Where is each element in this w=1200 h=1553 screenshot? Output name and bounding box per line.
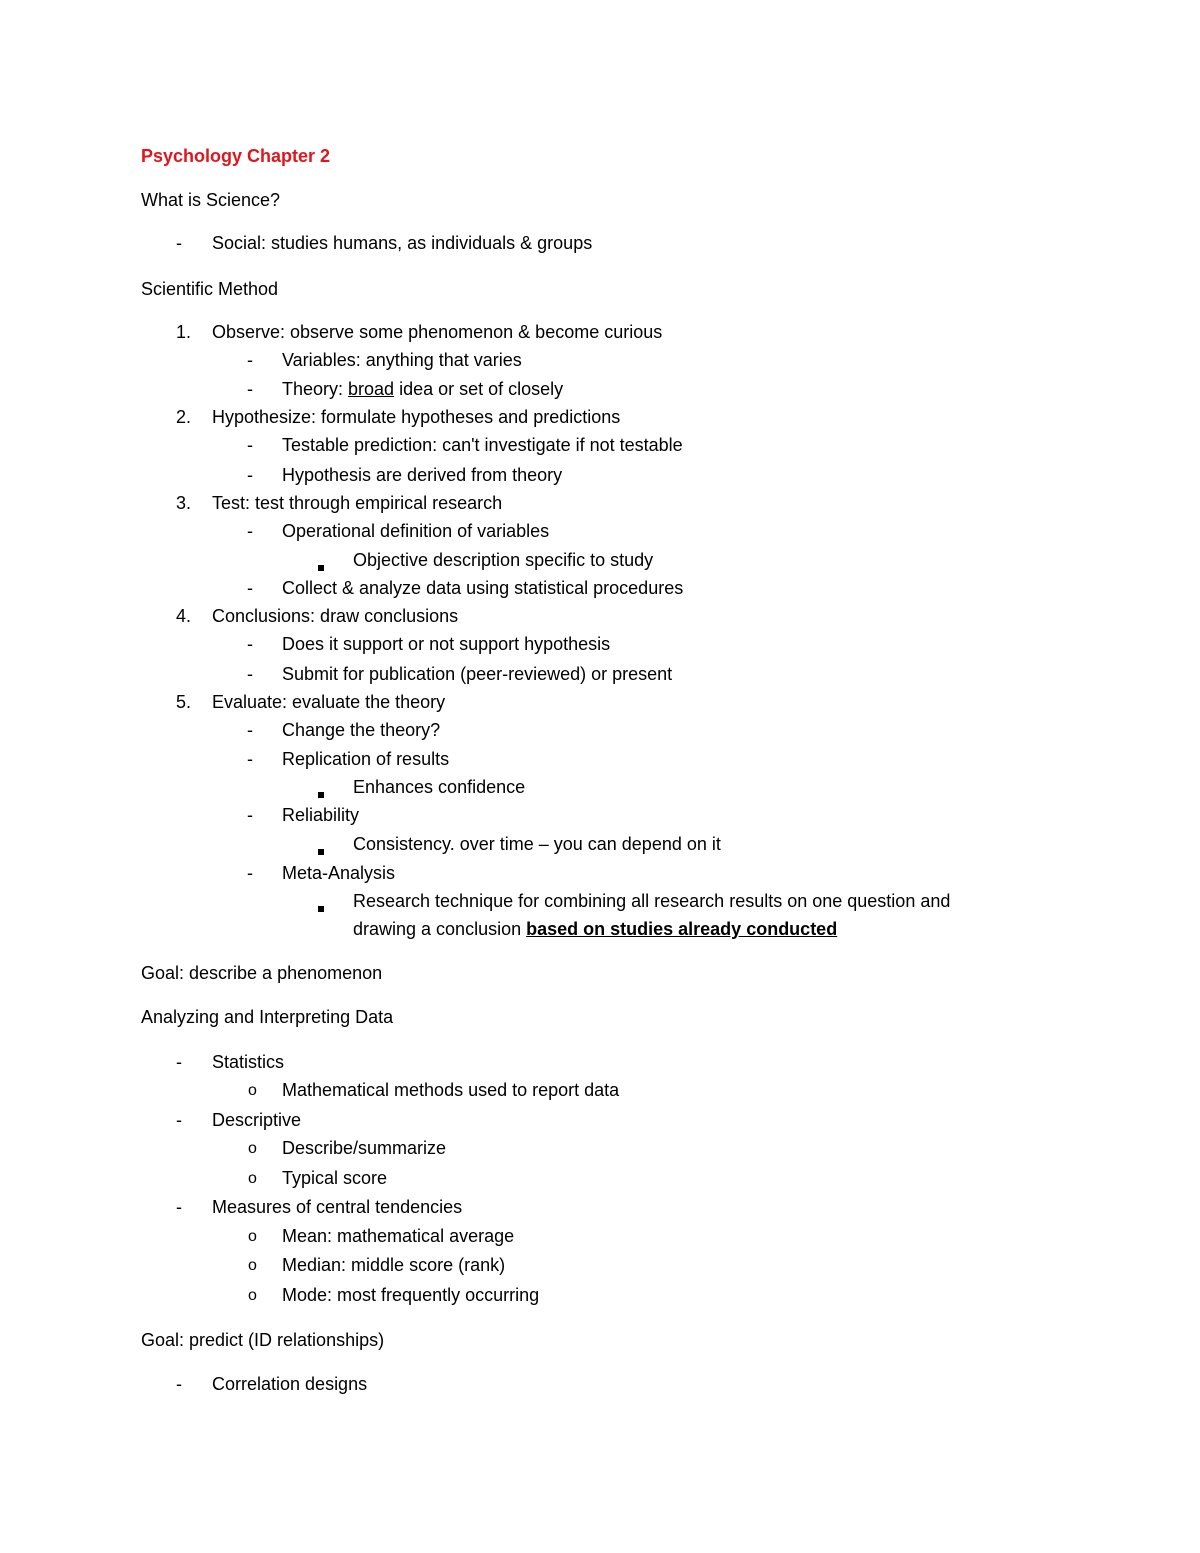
list-item: Meta-Analysis <box>282 863 396 883</box>
list-item: Mathematical methods used to report data <box>282 1080 620 1100</box>
list-item: Collect & analyze data using statistical procedures <box>282 578 684 598</box>
dash-marker: - <box>247 379 253 399</box>
number-marker: 3. <box>176 493 192 513</box>
list-item: Mean: mathematical average <box>282 1226 515 1246</box>
circle-bullet: o <box>248 1257 257 1274</box>
list-item: Enhances confidence <box>353 777 526 797</box>
dash-marker: - <box>247 578 253 598</box>
dash-marker: - <box>247 664 253 684</box>
heading-goal-describe: Goal: describe a phenomenon <box>141 963 383 983</box>
list-item: Test: test through empirical research <box>212 493 503 513</box>
heading-scientific-method: Scientific Method <box>141 279 279 299</box>
list-item-continuation: drawing a conclusion based on studies already conducted <box>353 919 838 939</box>
heading-analyzing: Analyzing and Interpreting Data <box>141 1007 394 1027</box>
list-item: Replication of results <box>282 749 450 769</box>
square-bullet <box>318 840 324 858</box>
list-item: Objective description specific to study <box>353 550 654 570</box>
underlined-text: broad <box>348 379 395 399</box>
square-bullet <box>318 556 324 574</box>
dash-marker: - <box>247 634 253 654</box>
number-marker: 5. <box>176 692 192 712</box>
dash-marker: - <box>247 435 253 455</box>
list-item: Descriptive <box>212 1110 302 1130</box>
list-item: Describe/summarize <box>282 1138 447 1158</box>
square-bullet <box>318 783 324 801</box>
list-item: Correlation designs <box>212 1374 368 1394</box>
dash-marker: - <box>247 350 253 370</box>
dash-marker: - <box>176 1052 182 1072</box>
list-item: Conclusions: draw conclusions <box>212 606 459 626</box>
list-item: Social: studies humans, as individuals & groups <box>212 233 593 253</box>
emphasized-text: based on studies already conducted <box>526 919 838 939</box>
list-item: Consistency. over time – you can depend on it <box>353 834 721 854</box>
list-item: Typical score <box>282 1168 388 1188</box>
list-item: Median: middle score (rank) <box>282 1255 506 1275</box>
list-item: Mode: most frequently occurring <box>282 1285 540 1305</box>
dash-marker: - <box>176 1110 182 1130</box>
list-item: Research technique for combining all research results on one question and <box>353 891 951 911</box>
list-item: Theory: broad idea or set of closely <box>282 379 564 399</box>
circle-bullet: o <box>248 1287 257 1304</box>
dash-marker: - <box>247 720 253 740</box>
list-item: Hypothesize: formulate hypotheses and predictions <box>212 407 621 427</box>
list-item: Testable prediction: can't investigate if not testable <box>282 435 683 455</box>
circle-bullet: o <box>248 1228 257 1245</box>
number-marker: 1. <box>176 322 192 342</box>
list-item: Evaluate: evaluate the theory <box>212 692 446 712</box>
list-item: Statistics <box>212 1052 285 1072</box>
circle-bullet: o <box>248 1082 257 1099</box>
dash-marker: - <box>247 749 253 769</box>
list-item: Submit for publication (peer-reviewed) or present <box>282 664 673 684</box>
dash-marker: - <box>176 233 182 253</box>
list-item: Variables: anything that varies <box>282 350 522 370</box>
number-marker: 4. <box>176 606 192 626</box>
dash-marker: - <box>247 465 253 485</box>
number-marker: 2. <box>176 407 192 427</box>
page-title: Psychology Chapter 2 <box>141 146 331 166</box>
dash-marker: - <box>247 521 253 541</box>
square-bullet <box>318 897 324 915</box>
list-item: Measures of central tendencies <box>212 1197 463 1217</box>
heading-goal-predict: Goal: predict (ID relationships) <box>141 1330 385 1350</box>
list-item: Reliability <box>282 805 360 825</box>
list-item: Hypothesis are derived from theory <box>282 465 563 485</box>
circle-bullet: o <box>248 1170 257 1187</box>
dash-marker: - <box>176 1197 182 1217</box>
circle-bullet: o <box>248 1140 257 1157</box>
dash-marker: - <box>247 805 253 825</box>
list-item: Does it support or not support hypothesis <box>282 634 611 654</box>
heading-what-is-science: What is Science? <box>141 190 281 210</box>
dash-marker: - <box>176 1374 182 1394</box>
list-item: Change the theory? <box>282 720 441 740</box>
list-item: Operational definition of variables <box>282 521 550 541</box>
list-item: Observe: observe some phenomenon & become curious <box>212 322 663 342</box>
dash-marker: - <box>247 863 253 883</box>
